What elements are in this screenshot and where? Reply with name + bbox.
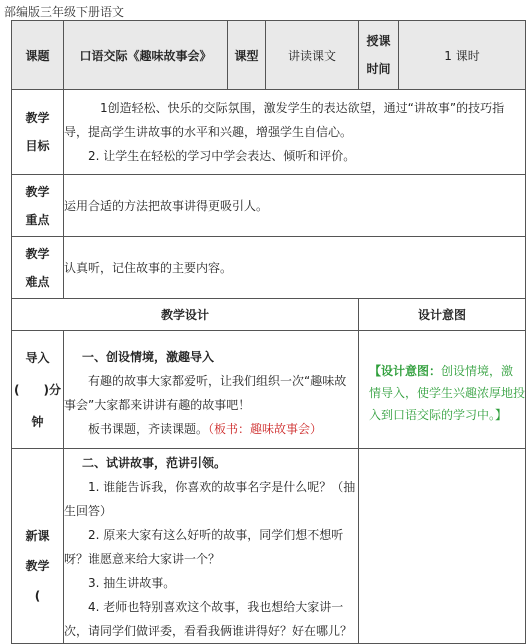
document-title: 部编版三年级下册语文 [4, 5, 125, 19]
goals-label: 教学 目标 [12, 90, 64, 175]
new-lesson-content [64, 449, 359, 644]
intent-text: 创设情境，激情导入，使学生兴趣浓厚地投入到口语交际的学习中。】 [369, 363, 526, 422]
new-lesson-label: 新课 教学 ( [12, 449, 64, 644]
intro-label: 导入 ( )分 钟 [12, 331, 64, 449]
new-lesson-item: 1. 谁能告诉我，你喜欢的故事名字是什么呢？（抽生回答） [64, 480, 356, 518]
key-points-label: 教学 重点 [12, 175, 64, 237]
intro-para-2: 板书课题，齐读课题。（板书：趣味故事会） [88, 421, 323, 436]
design-header-left: 教学设计 [12, 299, 359, 331]
time-value: 1 课时 [399, 21, 526, 90]
new-lesson-row [12, 449, 526, 644]
new-lesson-heading: 二、试讲故事，范讲引领。 [82, 456, 227, 470]
difficulties-text: 认真听，记住故事的主要内容。 [64, 237, 526, 299]
intent-heading: 【设计意图： [369, 363, 442, 378]
new-lesson-item: 2. 原来大家有这么好听的故事，同学们想不想听呀？谁愿意来给大家讲一个？ [64, 528, 344, 566]
intro-intent [359, 331, 526, 449]
key-points-text: 运用合适的方法把故事讲得更吸引人。 [64, 175, 526, 237]
intro-row [12, 331, 526, 449]
type-label: 课型 [228, 21, 266, 90]
design-header-right: 设计意图 [359, 299, 526, 331]
design-header-row [12, 299, 526, 331]
goal-line-2: 2. 让学生在轻松的学习中学会表达、倾听和评价。 [88, 149, 356, 163]
board-note: （板书：趣味故事会） [208, 421, 323, 436]
goal-line-1: 1创造轻松、快乐的交际氛围，激发学生的表达欲望，通过“讲故事”的技巧指导，提高学生讲故事的水平和兴趣，增强学生自信心。 [64, 101, 505, 139]
new-lesson-item: 3. 抽生讲故事。 [88, 576, 176, 590]
intro-content [64, 331, 359, 449]
difficulties-label: 教学 难点 [12, 237, 64, 299]
difficulties-row [12, 237, 526, 299]
new-lesson-item: 4. 老师也特别喜欢这个故事，我也想给大家讲一次，请同学们做评委，看看我俩谁讲得好？好在哪儿？ [64, 600, 353, 638]
intro-para-1: 有趣的故事大家都爱听，让我们组织一次“趣味故事会”大家都来讲讲有趣的故事吧！ [64, 373, 347, 412]
goals-row [12, 90, 526, 175]
lesson-plan-table [11, 20, 526, 644]
key-points-row [12, 175, 526, 237]
header-row [12, 21, 526, 90]
goals-content [64, 90, 526, 175]
time-label: 授课 时间 [359, 21, 399, 90]
type-value: 讲读课文 [266, 21, 359, 90]
course-label: 课题 [12, 21, 64, 90]
new-lesson-intent [359, 449, 526, 644]
course-value: 口语交际《趣味故事会》 [64, 21, 228, 90]
intro-heading: 一、创设情境，激趣导入 [82, 349, 215, 364]
